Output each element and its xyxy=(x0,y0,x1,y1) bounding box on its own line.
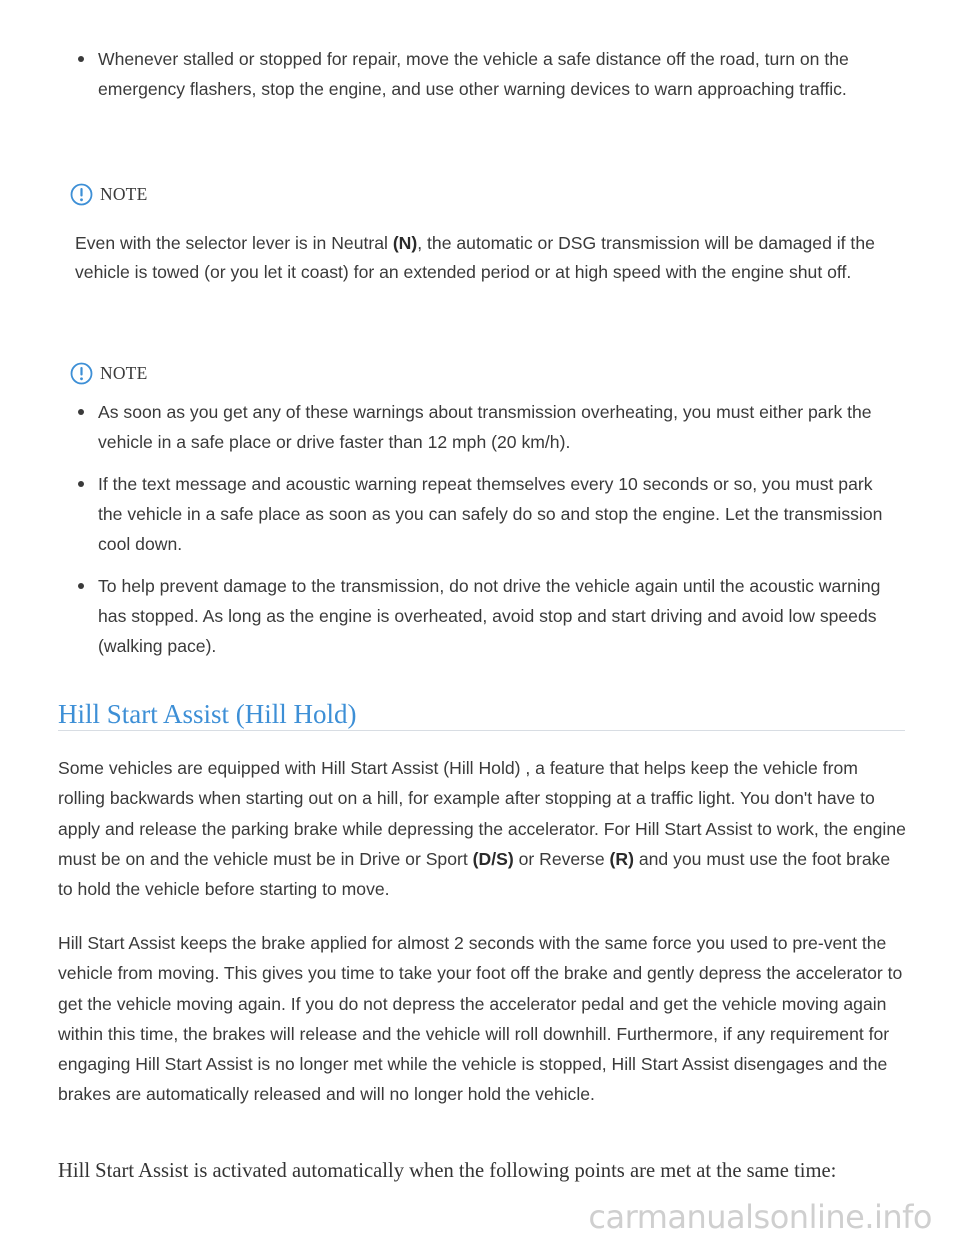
note-label: NOTE xyxy=(100,362,148,383)
hill-assist-paragraph-2: Hill Start Assist keeps the brake applied for almost 2 seconds with the same force you used to pre-vent the vehicle from moving. This gives you time to take your foot off the brake and gently depress the accelerator to get the vehicle moving again. If you do not depress the accelerator pedal and get the vehicle moving again within this time, the brakes will release and the vehicle will roll downhill. Furthermore, if any requirement for engaging Hill Start Assist is no longer met while the vehicle is stopped, Hill Start Assist disengages and the brakes are automatically released and will no longer hold the vehicle. xyxy=(58,933,903,1105)
section-heading: Hill Start Assist (Hill Hold) xyxy=(58,699,357,729)
hill-assist-paragraph-1 xyxy=(58,753,908,904)
list-item: If the text message and acoustic warning repeat themselves every 10 seconds or so, you must park the vehicle in a safe place as soon as you can safely do so and stop the engine. Let the transmission cool down. xyxy=(0,469,960,559)
note-header-2 xyxy=(70,359,147,387)
para-1-bold-ds: (D/S) xyxy=(472,848,514,869)
note-1-text xyxy=(75,229,905,286)
exclamation-circle-icon xyxy=(70,362,93,385)
exclamation-circle-icon xyxy=(70,183,93,206)
para-1-bold-r: (R) xyxy=(609,848,634,869)
note-1-text-b: , the automatic or DSG transmission will be damaged if the vehicle is towed (or you let it coast) for an extended period or at high speed with the engine shut off. xyxy=(75,233,875,282)
list-item: As soon as you get any of these warnings about transmission overheating, you must either park the vehicle in a safe place or drive faster than 12 mph (20 km/h). xyxy=(0,397,960,457)
top-bullet-list xyxy=(0,44,960,104)
note-header-1 xyxy=(70,180,147,208)
para-1-text-a: Some vehicles are equipped with Hill Start Assist (Hill Hold) , a feature that helps keep the vehicle from rolling backwards when starting out on a hill, for example after stopping at a traffic light. You don't have to apply and release the parking brake while depressing the accelerator. For Hill Start Assist to work, the engine must be on and the vehicle must be in Drive or Sport xyxy=(58,758,906,869)
list-item: To help prevent damage to the transmission, do not drive the vehicle again until the acoustic warning has stopped. As long as the engine is overheated, avoid stop and start driving and avoid low speeds (walking pace). xyxy=(0,571,960,661)
para-1-text-b: or Reverse xyxy=(513,848,610,869)
watermark: carmanualsonline.info xyxy=(588,1198,932,1236)
list-item: Whenever stalled or stopped for repair, move the vehicle a safe distance off the road, turn on the emergency flashers, stop the engine, and use other warning devices to warn approaching traffic. xyxy=(0,44,960,104)
para-1-text-c: and you must use the foot brake to hold the vehicle before starting to move. xyxy=(58,848,891,900)
note-label: NOTE xyxy=(100,183,148,204)
note-2-bullet-list xyxy=(0,397,960,661)
note-1-bold: (N) xyxy=(392,233,418,253)
heading-divider xyxy=(58,730,905,731)
activation-lead-text: Hill Start Assist is activated automatically when the following points are met at the same time: xyxy=(58,1160,837,1182)
note-1-text-a: Even with the selector lever is in Neutral xyxy=(75,233,393,253)
